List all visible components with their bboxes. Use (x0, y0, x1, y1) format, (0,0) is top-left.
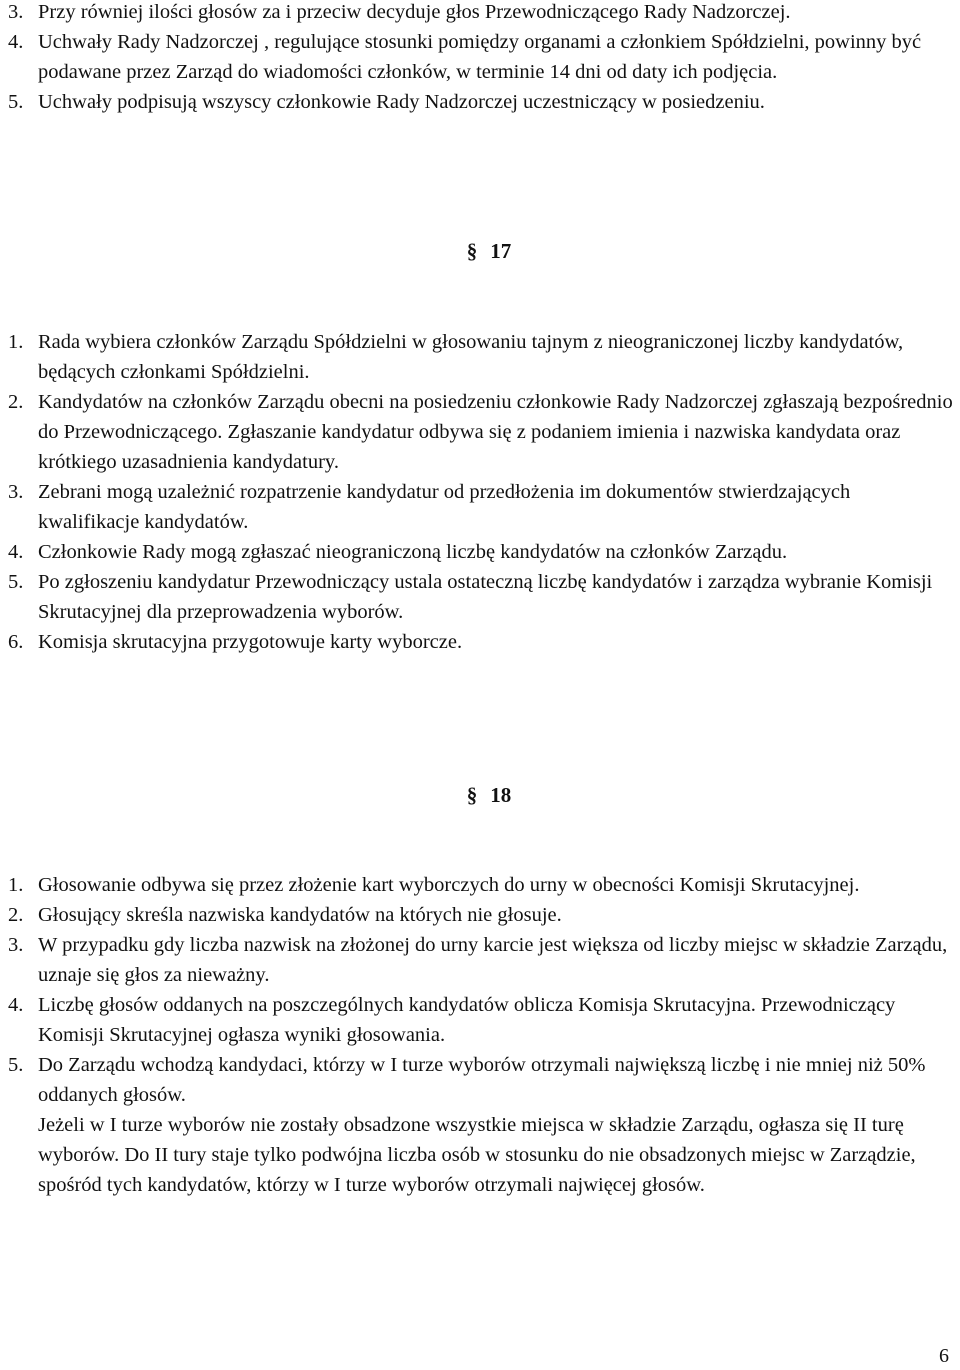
list-item (8, 477, 954, 537)
list-item (8, 0, 954, 27)
paragraph-list-18 (8, 870, 954, 1200)
item-number: 5. (8, 1054, 24, 1076)
item-text: Głosujący skreśla nazwiska kandydatów na których nie głosuje. (38, 904, 562, 926)
item-text: Do Zarządu wchodzą kandydaci, którzy w I turze wyborów otrzymali największą liczbę i nie mniej niż 50% oddanych głosów. (38, 1054, 926, 1106)
item-text: Liczbę głosów oddanych na poszczególnych kandydatów oblicza Komisja Skrutacyjna. Przewodniczący Komisji Skrutacyjnej ogłasza wyniki głosowania. (38, 994, 896, 1046)
list-item (8, 327, 954, 387)
list-item (8, 1050, 954, 1200)
section-symbol: § (466, 783, 478, 807)
item-text: Przy równiej ilości głosów za i przeciw decyduje głos Przewodniczącego Rady Nadzorczej. (38, 1, 791, 23)
paragraph-list-top (8, 0, 954, 117)
item-text: Po zgłoszeniu kandydatur Przewodniczący ustala ostateczną liczbę kandydatów i zarządza wybranie Komisji Skrutacyjnej dla przeprowadzenia wyborów. (38, 571, 933, 623)
item-number: 1. (8, 331, 24, 353)
item-number: 5. (8, 571, 24, 593)
list-item (8, 990, 954, 1050)
list-item (8, 870, 954, 900)
item-number: 2. (8, 904, 24, 926)
item-number: 4. (8, 541, 24, 563)
item-text: Głosowanie odbywa się przez złożenie kart wyborczych do urny w obecności Komisji Skrutacyjnej. (38, 874, 860, 896)
list-item (8, 537, 954, 567)
item-text: Uchwały Rady Nadzorczej , regulujące stosunki pomiędzy organami a członkiem Spółdzielni, powinny być podawane przez Zarząd do wiadomości członków, w terminie 14 dni od daty ich podjęcia. (38, 31, 922, 83)
section-symbol: § (466, 239, 478, 263)
list-item (8, 627, 954, 657)
item-number: 6. (8, 631, 24, 653)
item-text: Komisja skrutacyjna przygotowuje karty wyborcze. (38, 631, 463, 653)
section-heading-18 (0, 780, 960, 810)
section-number: 17 (490, 239, 512, 263)
item-number: 3. (8, 1, 24, 23)
item-text: Uchwały podpisują wszyscy członkowie Rady Nadzorczej uczestniczący w posiedzeniu. (38, 91, 765, 113)
item-text: W przypadku gdy liczba nazwisk na złożonej do urny karcie jest większa od liczby miejsc w składzie Zarządu, uznaje się głos za nieważny. (38, 934, 948, 986)
item-number: 3. (8, 934, 24, 956)
item-number: 4. (8, 31, 24, 53)
item-text: Rada wybiera członków Zarządu Spółdzielni w głosowaniu tajnym z nieograniczonej liczby kandydatów, będących członkami Spółdzielni. (38, 331, 904, 383)
item-number: 3. (8, 481, 24, 503)
item-number: 1. (8, 874, 24, 896)
list-item (8, 87, 954, 117)
section-number: 18 (490, 783, 512, 807)
item-text: Członkowie Rady mogą zgłaszać nieograniczoną liczbę kandydatów na członków Zarządu. (38, 541, 788, 563)
section-heading-17 (0, 236, 960, 266)
list-item (8, 27, 954, 87)
item-number: 4. (8, 994, 24, 1016)
list-item (8, 567, 954, 627)
page-number: 6 (939, 1345, 949, 1367)
item-continuation-text: Jeżeli w I turze wyborów nie zostały obsadzone wszystkie miejsca w składzie Zarządu, ogłasza się II turę wyborów. Do II tury staje tylko podwójna liczba osób w stosunku do nie obsadzonych miejsc w Zarządzie, spośród tych kandydatów, którzy w I turze wyborów otrzymali najwięcej głosów. (38, 1114, 916, 1196)
list-item (8, 900, 954, 930)
item-number: 5. (8, 91, 24, 113)
list-item (8, 387, 954, 477)
item-text: Kandydatów na członków Zarządu obecni na posiedzeniu członkowie Rady Nadzorczej zgłaszają bezpośrednio do Przewodniczącego. Zgłaszanie kandydatur odbywa się z podaniem imienia i nazwiska kandydata oraz krótkiego uzasadnienia kandydatury. (38, 391, 953, 473)
list-item (8, 930, 954, 990)
item-text: Zebrani mogą uzależnić rozpatrzenie kandydatur od przedłożenia im dokumentów stwierdzających kwalifikacje kandydatów. (38, 481, 851, 533)
item-number: 2. (8, 391, 24, 413)
paragraph-list-17 (8, 327, 954, 657)
